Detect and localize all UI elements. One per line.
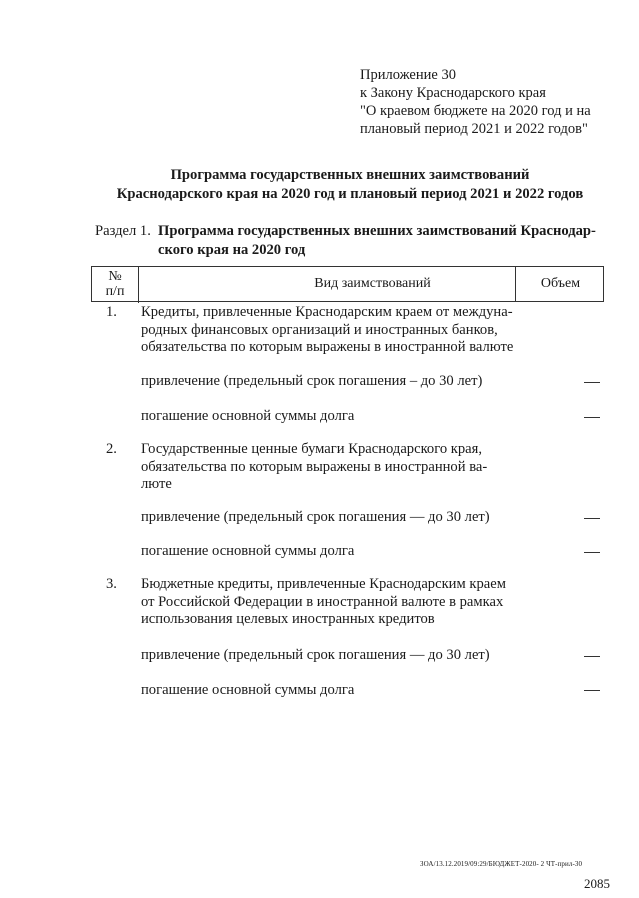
column-header-number-line: № bbox=[108, 269, 122, 284]
row-number: 3. bbox=[106, 576, 117, 592]
row-title-line: люте bbox=[141, 476, 172, 492]
appendix-header bbox=[360, 66, 591, 138]
line-item-value bbox=[584, 656, 600, 657]
row-number: 1. bbox=[106, 304, 117, 320]
row-title bbox=[141, 304, 513, 357]
row-title bbox=[141, 576, 513, 629]
row-title-line: Кредиты, привлеченные Краснодарским краем от междуна- bbox=[141, 304, 513, 320]
appendix-line: плановый период 2021 и 2022 годов" bbox=[360, 121, 588, 137]
row-title-line: от Российской Федерации в иностранной валюте в рамках bbox=[141, 593, 504, 610]
row-title-line: Государственные ценные бумаги Краснодарского края, bbox=[141, 441, 483, 457]
column-header-number-line: п/п bbox=[105, 284, 125, 299]
section-title-line: Программа государственных внешних заимствований Краснодар- bbox=[158, 223, 596, 239]
section-label: Раздел 1. bbox=[95, 223, 151, 239]
appendix-line: Приложение 30 bbox=[360, 67, 456, 83]
line-item-label: привлечение (предельный срок погашения — до 30 лет) bbox=[141, 509, 490, 525]
column-header-volume: Объем bbox=[515, 267, 605, 301]
document-code: ЗОА/13.12.2019/09:29/БЮДЖЕТ-2020- 2 ЧТ-прил-30 bbox=[420, 860, 583, 868]
line-item-value bbox=[584, 382, 600, 383]
line-item-label: погашение основной суммы долга bbox=[141, 682, 355, 698]
document-title-line: Программа государственных внешних заимствований bbox=[170, 167, 530, 183]
appendix-line: "О краевом бюджете на 2020 год и на bbox=[360, 103, 591, 119]
column-header-number bbox=[92, 267, 139, 303]
line-item-value bbox=[584, 417, 600, 418]
line-item-label: погашение основной суммы долга bbox=[141, 408, 355, 424]
document-title-line: Краснодарского края на 2020 год и плановый период 2021 и 2022 годов bbox=[116, 186, 584, 202]
section-title-line: ского края на 2020 год bbox=[158, 242, 306, 258]
line-item-label: привлечение (предельный срок погашения — до 30 лет) bbox=[141, 647, 490, 663]
row-title-line: родных финансовых организаций и иностранных банков, bbox=[141, 321, 498, 338]
row-title-line: Бюджетные кредиты, привлеченные Краснодарским краем bbox=[141, 576, 506, 592]
line-item-value bbox=[584, 690, 600, 691]
row-title bbox=[141, 441, 513, 494]
line-item-label: погашение основной суммы долга bbox=[141, 543, 355, 559]
row-title-line: обязательства по которым выражены в иностранной валюте bbox=[141, 339, 514, 355]
document-title bbox=[100, 166, 600, 204]
table-header bbox=[91, 266, 604, 302]
line-item-value bbox=[584, 552, 600, 553]
page-number: 2085 bbox=[584, 876, 610, 891]
appendix-line: к Закону Краснодарского края bbox=[360, 85, 546, 101]
line-item-value bbox=[584, 518, 600, 519]
row-title-line: обязательства по которым выражены в иностранной ва- bbox=[141, 458, 488, 475]
line-item-label: привлечение (предельный срок погашения – до 30 лет) bbox=[141, 373, 483, 389]
row-title-line: использования целевых иностранных кредитов bbox=[141, 611, 435, 627]
column-header-kind: Вид заимствований bbox=[314, 276, 431, 291]
section-title bbox=[158, 222, 608, 260]
row-number: 2. bbox=[106, 441, 117, 457]
